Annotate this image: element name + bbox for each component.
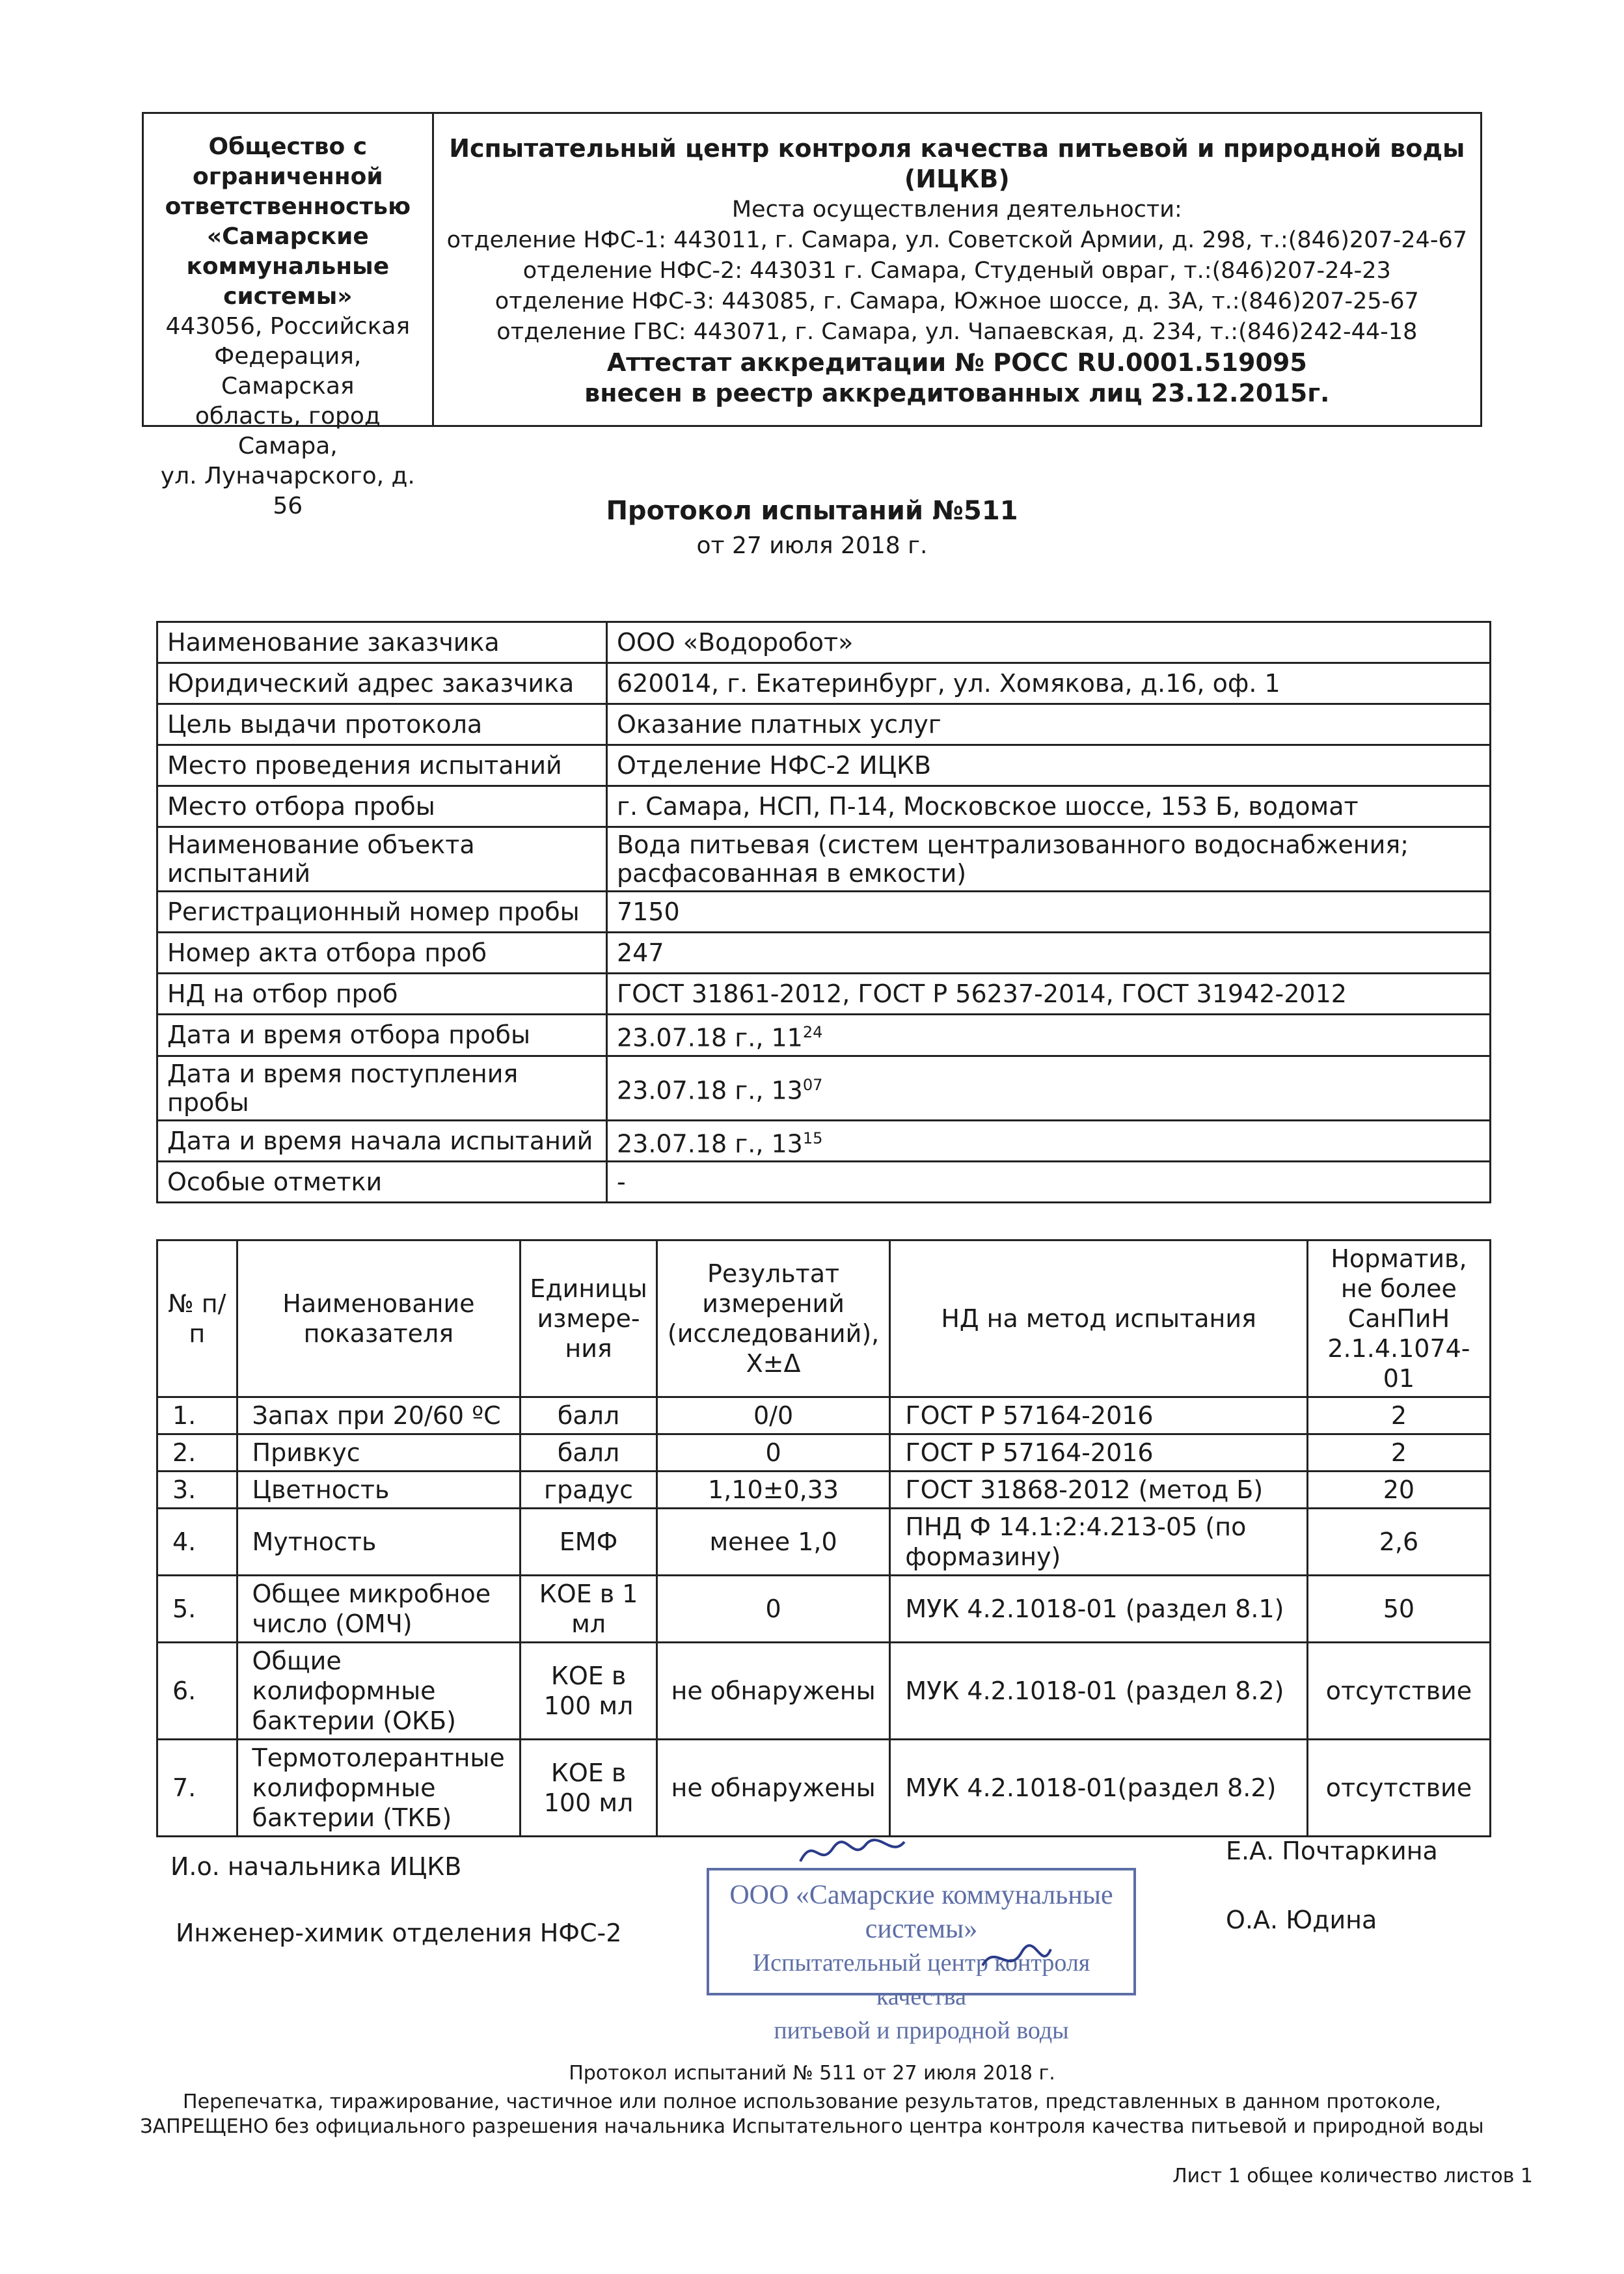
place-line: отделение НФС-1: 443011, г. Самара, ул. Советской Армии, д. 298, т.:(846)207-24-67 (446, 227, 1467, 253)
result-indicator: Общее микробное число (ОМЧ) (237, 1576, 521, 1643)
info-label: Номер акта отбора проб (157, 933, 607, 974)
result-method: ГОСТ Р 57164-2016 (890, 1434, 1307, 1472)
info-row (157, 745, 1491, 786)
accreditation-line: Аттестат аккредитации № РОСС RU.0001.519095 (606, 348, 1307, 377)
result-row (157, 1509, 1491, 1576)
result-norm: 50 (1307, 1576, 1490, 1643)
place-line: отделение НФС-2: 443031 г. Самара, Студеный овраг, т.:(846)207-24-23 (522, 258, 1391, 284)
result-norm: 2,6 (1307, 1509, 1490, 1576)
org-address-line: ул. Луначарского, д. 56 (160, 463, 415, 519)
info-label: Наименование объекта испытаний (157, 827, 607, 892)
results-header-row (157, 1240, 1491, 1397)
results-table (156, 1239, 1491, 1837)
time-minutes: 15 (802, 1129, 823, 1147)
result-indicator: Цветность (237, 1472, 521, 1509)
result-indicator: Общие колиформные бактерии (ОКБ) (237, 1643, 521, 1740)
result-unit: КОЕ в 1 мл (521, 1576, 656, 1643)
info-label: Место проведения испытаний (157, 745, 607, 786)
org-name-line: ограниченной (193, 163, 383, 190)
result-row (157, 1397, 1491, 1434)
time-minutes: 07 (802, 1076, 823, 1095)
stamp-line: ООО «Самарские коммунальные системы» (729, 1880, 1113, 1944)
col-header-unit: Единицы измере-ния (521, 1240, 656, 1397)
result-method: МУК 4.2.1018-01 (раздел 8.2) (890, 1643, 1307, 1740)
info-label: Дата и время начала испытаний (157, 1120, 607, 1162)
result-number: 1. (157, 1397, 237, 1434)
org-name-line: ответственностью (165, 193, 411, 220)
info-row (157, 1120, 1491, 1162)
col-header-result: Результат измерений (исследований), Х±Δ (656, 1240, 890, 1397)
stamp-line: Испытательный центр контроля качества (752, 1949, 1090, 2010)
org-address-line: область, город Самара, (195, 403, 381, 459)
footer-warning-line: Перепечатка, тиражирование, частичное или полное использование результатов, представленных в данном протоколе, (183, 2090, 1441, 2113)
info-label: Особые отметки (157, 1162, 607, 1203)
result-number: 2. (157, 1434, 237, 1472)
info-value (607, 1120, 1491, 1162)
result-method: ГОСТ Р 57164-2016 (890, 1397, 1307, 1434)
result-unit: КОЕ в 100 мл (521, 1740, 656, 1837)
info-value (607, 1162, 1491, 1203)
signer-name-head: Е.А. Почтаркина (1226, 1837, 1438, 1865)
info-value-text: 7150 (617, 897, 680, 926)
info-value (607, 622, 1491, 663)
info-label: Дата и время поступления пробы (157, 1056, 607, 1120)
info-row (157, 622, 1491, 663)
result-number: 4. (157, 1509, 237, 1576)
result-method: МУК 4.2.1018-01(раздел 8.2) (890, 1740, 1307, 1837)
result-number: 3. (157, 1472, 237, 1509)
info-value (607, 1015, 1491, 1056)
col-header-indicator: Наименование показателя (237, 1240, 521, 1397)
result-row (157, 1643, 1491, 1740)
result-value: менее 1,0 (656, 1509, 890, 1576)
result-norm: 2 (1307, 1434, 1490, 1472)
info-value-text: 23.07.18 г., 13 (617, 1129, 803, 1158)
info-row (157, 663, 1491, 704)
info-label: Юридический адрес заказчика (157, 663, 607, 704)
info-row (157, 827, 1491, 892)
result-value: 0/0 (656, 1397, 890, 1434)
organization-block (144, 114, 434, 519)
result-row (157, 1740, 1491, 1837)
info-value (607, 1056, 1491, 1120)
result-value: не обнаружены (656, 1740, 890, 1837)
info-row (157, 786, 1491, 827)
signer-name-engineer: О.А. Юдина (1226, 1906, 1377, 1934)
info-row (157, 892, 1491, 933)
info-row (157, 974, 1491, 1015)
col-header-number: № п/п (157, 1240, 237, 1397)
org-name-line: системы» (223, 283, 353, 310)
result-indicator: Привкус (237, 1434, 521, 1472)
info-row (157, 933, 1491, 974)
result-method: ГОСТ 31868-2012 (метод Б) (890, 1472, 1307, 1509)
result-row (157, 1434, 1491, 1472)
result-indicator: Мутность (237, 1509, 521, 1576)
organization-stamp (707, 1868, 1136, 2044)
result-unit: градус (521, 1472, 656, 1509)
result-row (157, 1576, 1491, 1643)
info-value-text: 247 (617, 938, 664, 967)
result-norm: 2 (1307, 1397, 1490, 1434)
info-value-text: 23.07.18 г., 11 (617, 1023, 803, 1052)
result-value: 1,10±0,33 (656, 1472, 890, 1509)
info-value-text: Вода питьевая (систем централизованного водоснабжения; расфасованная в емкости) (617, 830, 1409, 888)
result-norm: отсутствие (1307, 1740, 1490, 1837)
info-value (607, 704, 1491, 745)
result-unit: балл (521, 1434, 656, 1472)
info-value-text: Оказание платных услуг (617, 710, 941, 739)
info-value (607, 786, 1491, 827)
col-header-method: НД на метод испытания (890, 1240, 1307, 1397)
lab-block (434, 114, 1480, 425)
info-value (607, 745, 1491, 786)
accreditation-line: внесен в реестр аккредитованных лиц 23.12.2015г. (584, 379, 1330, 407)
info-value (607, 933, 1491, 974)
footer-warning-line: ЗАПРЕЩЕНО без официального разрешения начальника Испытательного центра контроля качества питьевой и природной воды (140, 2115, 1484, 2138)
info-value (607, 974, 1491, 1015)
info-row (157, 704, 1491, 745)
org-name-line: коммунальные (186, 253, 390, 280)
col-header-norm: Норматив, не более СанПиН 2.1.4.1074-01 (1307, 1240, 1490, 1397)
sheet-count: Лист 1 общее количество листов 1 (1172, 2165, 1533, 2187)
signature-mark (976, 1939, 1054, 1979)
result-value: 0 (656, 1434, 890, 1472)
result-value: не обнаружены (656, 1643, 890, 1740)
lab-title: Испытательный центр контроля качества питьевой и природной воды (449, 134, 1465, 163)
org-address-line: Федерация, Самарская (214, 343, 362, 400)
time-minutes: 24 (802, 1023, 823, 1041)
org-address-line: 443056, Российская (165, 313, 411, 340)
info-label: НД на отбор проб (157, 974, 607, 1015)
info-value-text: - (617, 1168, 626, 1197)
info-label: Цель выдачи протокола (157, 704, 607, 745)
result-unit: КОЕ в 100 мл (521, 1643, 656, 1740)
info-row (157, 1056, 1491, 1120)
info-value (607, 827, 1491, 892)
stamp-line: питьевой и природной воды (774, 2017, 1069, 2044)
info-value (607, 892, 1491, 933)
info-label: Дата и время отбора пробы (157, 1015, 607, 1056)
info-value-text: 23.07.18 г., 13 (617, 1076, 803, 1105)
info-value-text: г. Самара, НСП, П-14, Московское шоссе, 153 Б, водомат (617, 792, 1359, 821)
result-unit: ЕМФ (521, 1509, 656, 1576)
result-method: ПНД Ф 14.1:2:4.213-05 (по формазину) (890, 1509, 1307, 1576)
result-norm: отсутствие (1307, 1643, 1490, 1740)
result-indicator: Запах при 20/60 ºС (237, 1397, 521, 1434)
info-value-text: ГОСТ 31861-2012, ГОСТ Р 56237-2014, ГОСТ 31942-2012 (617, 979, 1347, 1008)
org-name-line: «Самарские (206, 223, 369, 250)
footer-protocol-line: Протокол испытаний № 511 от 27 июля 2018 г. (569, 2062, 1055, 2085)
info-value (607, 663, 1491, 704)
protocol-date: от 27 июля 2018 г. (696, 532, 928, 559)
result-number: 6. (157, 1643, 237, 1740)
result-method: МУК 4.2.1018-01 (раздел 8.1) (890, 1576, 1307, 1643)
info-value-text: Отделение НФС-2 ИЦКВ (617, 751, 932, 780)
info-row (157, 1015, 1491, 1056)
signer-role-head: И.о. начальника ИЦКВ (170, 1852, 462, 1881)
signer-role-engineer: Инженер-химик отделения НФС-2 (176, 1919, 622, 1947)
sample-info-table (156, 621, 1491, 1203)
org-name-line: Общество с (208, 133, 368, 160)
info-label: Регистрационный номер пробы (157, 892, 607, 933)
info-value-text: 620014, г. Екатеринбург, ул. Хомякова, д.16, оф. 1 (617, 669, 1280, 698)
place-line: отделение НФС-3: 443085, г. Самара, Южное шоссе, д. 3А, т.:(846)207-25-67 (494, 288, 1419, 314)
place-line: отделение ГВС: 443071, г. Самара, ул. Чапаевская, д. 234, т.:(846)242-44-18 (496, 319, 1418, 345)
result-norm: 20 (1307, 1472, 1490, 1509)
result-indicator: Термотолерантные колиформные бактерии (ТКБ) (237, 1740, 521, 1837)
result-value: 0 (656, 1576, 890, 1643)
result-number: 7. (157, 1740, 237, 1837)
result-number: 5. (157, 1576, 237, 1643)
result-row (157, 1472, 1491, 1509)
info-row (157, 1162, 1491, 1203)
lab-abbreviation: (ИЦКВ) (904, 165, 1010, 193)
info-value-text: ООО «Водоробот» (617, 628, 854, 657)
result-unit: балл (521, 1397, 656, 1434)
protocol-title: Протокол испытаний №511 (606, 496, 1018, 526)
info-label: Место отбора пробы (157, 786, 607, 827)
info-label: Наименование заказчика (157, 622, 607, 663)
places-label: Места осуществления деятельности: (731, 197, 1182, 223)
